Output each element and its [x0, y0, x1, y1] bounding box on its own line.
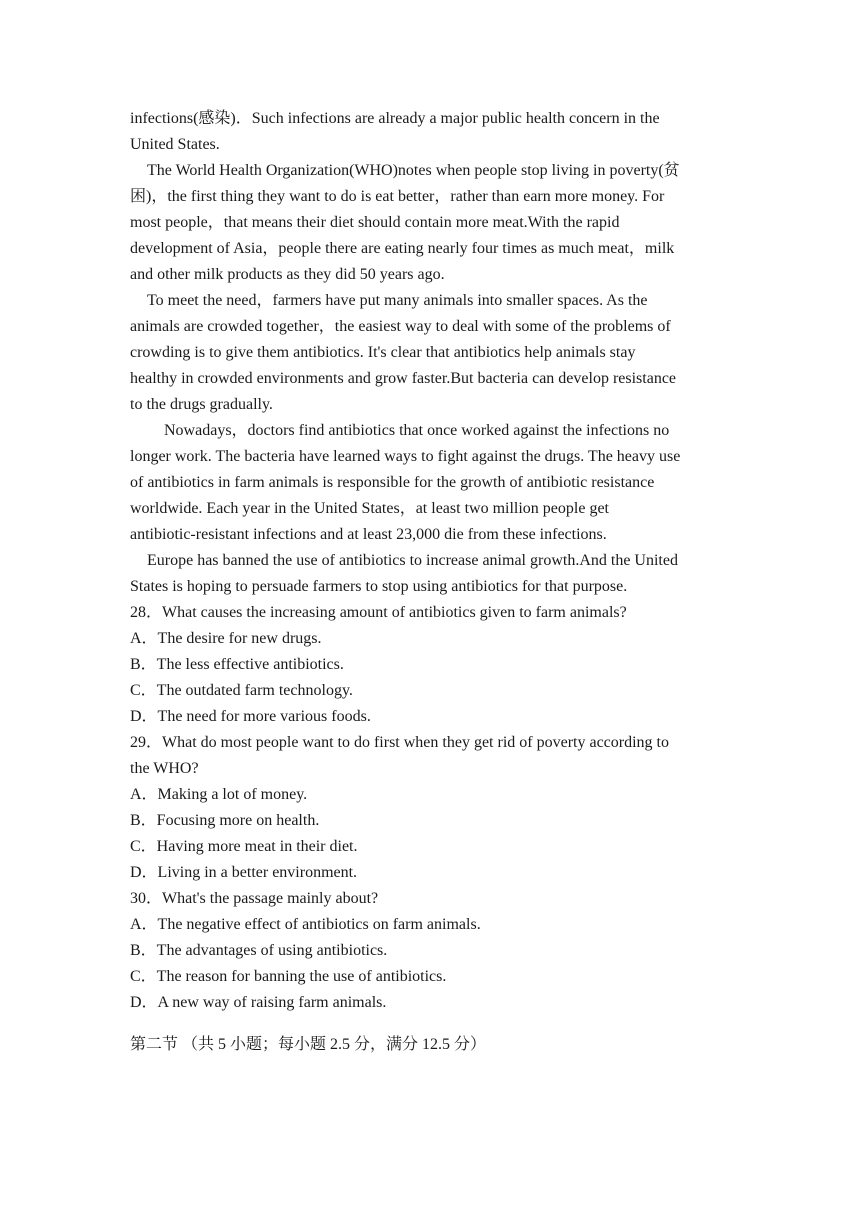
option-c: C．The reason for banning the use of antibiotics.: [130, 968, 447, 985]
question-stem: 29．What do most people want to do first when they get rid of poverty according to: [130, 734, 669, 751]
passage-line: most people，that means their diet should contain more meat.With the rapid: [130, 214, 620, 231]
question-stem: the WHO?: [130, 760, 199, 777]
question-stem: 30．What's the passage mainly about?: [130, 890, 379, 907]
question-28: [130, 600, 730, 730]
passage-line: infections(感染)．Such infections are already a major public health concern in the: [130, 110, 660, 127]
passage-line: longer work. The bacteria have learned ways to fight against the drugs. The heavy use: [130, 448, 681, 465]
passage-line: antibiotic-resistant infections and at least 23,000 die from these infections.: [130, 526, 607, 543]
passage-line: Europe has banned the use of antibiotics to increase animal growth.And the United: [147, 552, 678, 569]
passage-line: worldwide. Each year in the United States，at least two million people get: [130, 500, 609, 517]
option-b: B．The less effective antibiotics.: [130, 656, 344, 673]
option-c: C．The outdated farm technology.: [130, 682, 353, 699]
passage-line: 困)，the first thing they want to do is eat better，rather than earn more money. For: [130, 188, 665, 205]
passage-line: and other milk products as they did 50 years ago.: [130, 266, 445, 283]
passage-line: United States.: [130, 136, 220, 153]
passage-line: Nowadays，doctors find antibiotics that once worked against the infections no: [164, 422, 670, 439]
option-d: D．Living in a better environment.: [130, 864, 358, 881]
question-29: [130, 730, 730, 886]
passage-line: animals are crowded together，the easiest way to deal with some of the problems of: [130, 318, 671, 335]
passage-line: crowding is to give them antibiotics. It's clear that antibiotics help animals stay: [130, 344, 636, 361]
option-d: D．The need for more various foods.: [130, 708, 371, 725]
passage-line: States is hoping to persuade farmers to stop using antibiotics for that purpose.: [130, 578, 628, 595]
option-a: A．The negative effect of antibiotics on farm animals.: [130, 916, 481, 933]
option-a: A．Making a lot of money.: [130, 786, 308, 803]
question-stem: 28．What causes the increasing amount of antibiotics given to farm animals?: [130, 604, 627, 621]
option-b: B．Focusing more on health.: [130, 812, 320, 829]
section-heading: 第二节 （共 5 小题；每小题 2.5 分，满分 12.5 分）: [130, 1036, 487, 1053]
option-c: C．Having more meat in their diet.: [130, 838, 358, 855]
passage-line: To meet the need，farmers have put many animals into smaller spaces. As the: [147, 292, 648, 309]
option-b: B．The advantages of using antibiotics.: [130, 942, 388, 959]
passage-line: The World Health Organization(WHO)notes when people stop living in poverty(贫: [147, 162, 680, 179]
passage-line: to the drugs gradually.: [130, 396, 273, 413]
option-a: A．The desire for new drugs.: [130, 630, 322, 647]
option-d: D．A new way of raising farm animals.: [130, 994, 387, 1011]
passage-line: healthy in crowded environments and grow faster.But bacteria can develop resistance: [130, 370, 677, 387]
passage-line: of antibiotics in farm animals is responsible for the growth of antibiotic resistance: [130, 474, 655, 491]
passage-line: development of Asia，people there are eating nearly four times as much meat，milk: [130, 240, 675, 257]
section-gap: [130, 1016, 730, 1032]
question-30: [130, 886, 730, 1016]
document-page: [130, 106, 730, 1058]
